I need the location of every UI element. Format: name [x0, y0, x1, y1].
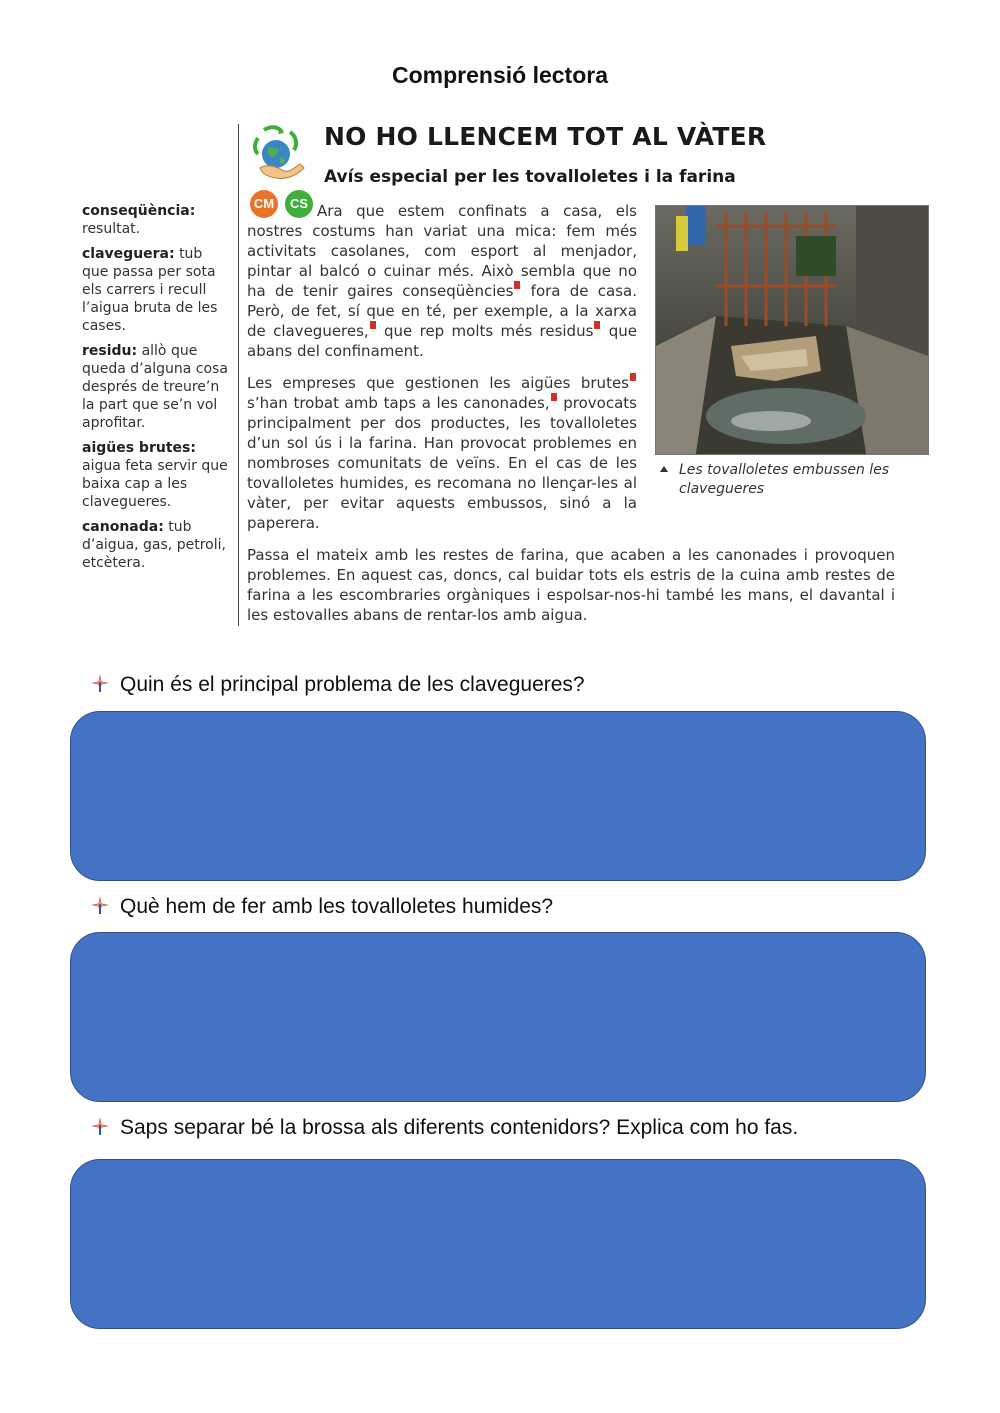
glossary-term: claveguera: — [82, 246, 175, 262]
article-paragraph — [247, 201, 637, 361]
glossary — [82, 202, 232, 579]
bullet-star-icon — [90, 673, 110, 693]
article-subtitle: Avís especial per les tovalloletes i la farina — [324, 167, 736, 187]
article-title: NO HO LLENCEM TOT AL VÀTER — [324, 122, 767, 151]
glossary-entry — [82, 202, 232, 238]
paragraph-text: provocats principalment per dos productes, les tovalloletes d’un sol ús i la farina. Han provocat problemes en nombroses comunitats de veïns. En el cas de les tovalloletes humides, es recomana no llençar-les al vàter, per evitar aquests embussos, sinó a la paperera. — [247, 394, 637, 532]
sewer-photo — [655, 205, 929, 455]
paragraph-text: que abans del confinament. — [247, 322, 637, 360]
paragraph-text: Ara que estem confinats a casa, els nostres costums han variat una mica: fem més activitats casolanes, com esport al menjador, pintar al balcó o cuinar més. Això sembla que no ha de tenir gaires conseqüències — [247, 202, 637, 300]
paragraph-text: fora de casa. Però, de fet, sí que en té, per exemple, a la xarxa de clavegueres, — [247, 282, 637, 340]
question-text: Quin és el principal problema de les clavegueres? — [120, 673, 585, 696]
article-paragraph — [247, 373, 637, 533]
cs-badge: CS — [285, 190, 313, 218]
glossary-term: aigües brutes: — [82, 440, 196, 456]
glossary-marker-icon — [630, 373, 636, 381]
glossary-term: residu: — [82, 343, 138, 359]
recycle-earth-icon — [250, 124, 312, 182]
glossary-entry — [82, 518, 232, 572]
caption-arrow-icon — [660, 466, 668, 472]
answer-box-2[interactable] — [70, 932, 926, 1102]
question-2 — [90, 895, 553, 919]
answer-box-3[interactable] — [70, 1159, 926, 1329]
photo-caption — [660, 461, 939, 499]
paragraph-text: que rep molts més residus — [376, 322, 594, 340]
article-paragraph: Passa el mateix amb les restes de farina, que acaben a les canonades i provoquen problemes. En aquest cas, doncs, cal buidar tots els estris de la cuina amb restes de farina a les escombraries orgàniques i espolsar-nos-hi també les mans, el davantal i les estovalles abans de rentar-los amb aigua. — [247, 546, 895, 624]
glossary-definition: tub que passa per sota els carrers i recull l’aigua bruta de les cases. — [82, 246, 218, 334]
question-1 — [90, 673, 585, 697]
paragraph-text: Les empreses que gestionen les aigües brutes — [247, 374, 629, 392]
caption-text: Les tovalloletes embussen les clavegueres — [679, 462, 890, 497]
glossary-entry — [82, 245, 232, 335]
question-text: Saps separar bé la brossa als diferents contenidors? Explica com ho fas. — [120, 1116, 799, 1139]
glossary-definition: allò que queda d’alguna cosa després de treure’n la part que se’n vol aprofitar. — [82, 343, 228, 431]
glossary-definition: resultat. — [82, 221, 141, 237]
question-text: Què hem de fer amb les tovalloletes humides? — [120, 895, 554, 918]
column-divider — [238, 124, 239, 626]
cm-badge: CM — [250, 190, 278, 218]
bullet-star-icon — [90, 1116, 110, 1136]
glossary-entry — [82, 342, 232, 432]
glossary-marker-icon — [370, 321, 376, 329]
glossary-marker-icon — [514, 281, 520, 289]
paragraph-text: s’han trobat amb taps a les canonades, — [247, 394, 550, 412]
glossary-term: canonada: — [82, 519, 164, 535]
glossary-marker-icon — [551, 393, 557, 401]
answer-box-1[interactable] — [70, 711, 926, 881]
glossary-definition: tub d’aigua, gas, petroli, etcètera. — [82, 519, 226, 571]
question-3 — [90, 1116, 798, 1140]
glossary-marker-icon — [594, 321, 600, 329]
page-title: Comprensió lectora — [392, 62, 608, 88]
glossary-term: conseqüència: — [82, 203, 196, 219]
glossary-definition: aigua feta servir que baixa cap a les clavegueres. — [82, 458, 228, 510]
bullet-star-icon — [90, 895, 110, 915]
glossary-entry — [82, 439, 232, 511]
